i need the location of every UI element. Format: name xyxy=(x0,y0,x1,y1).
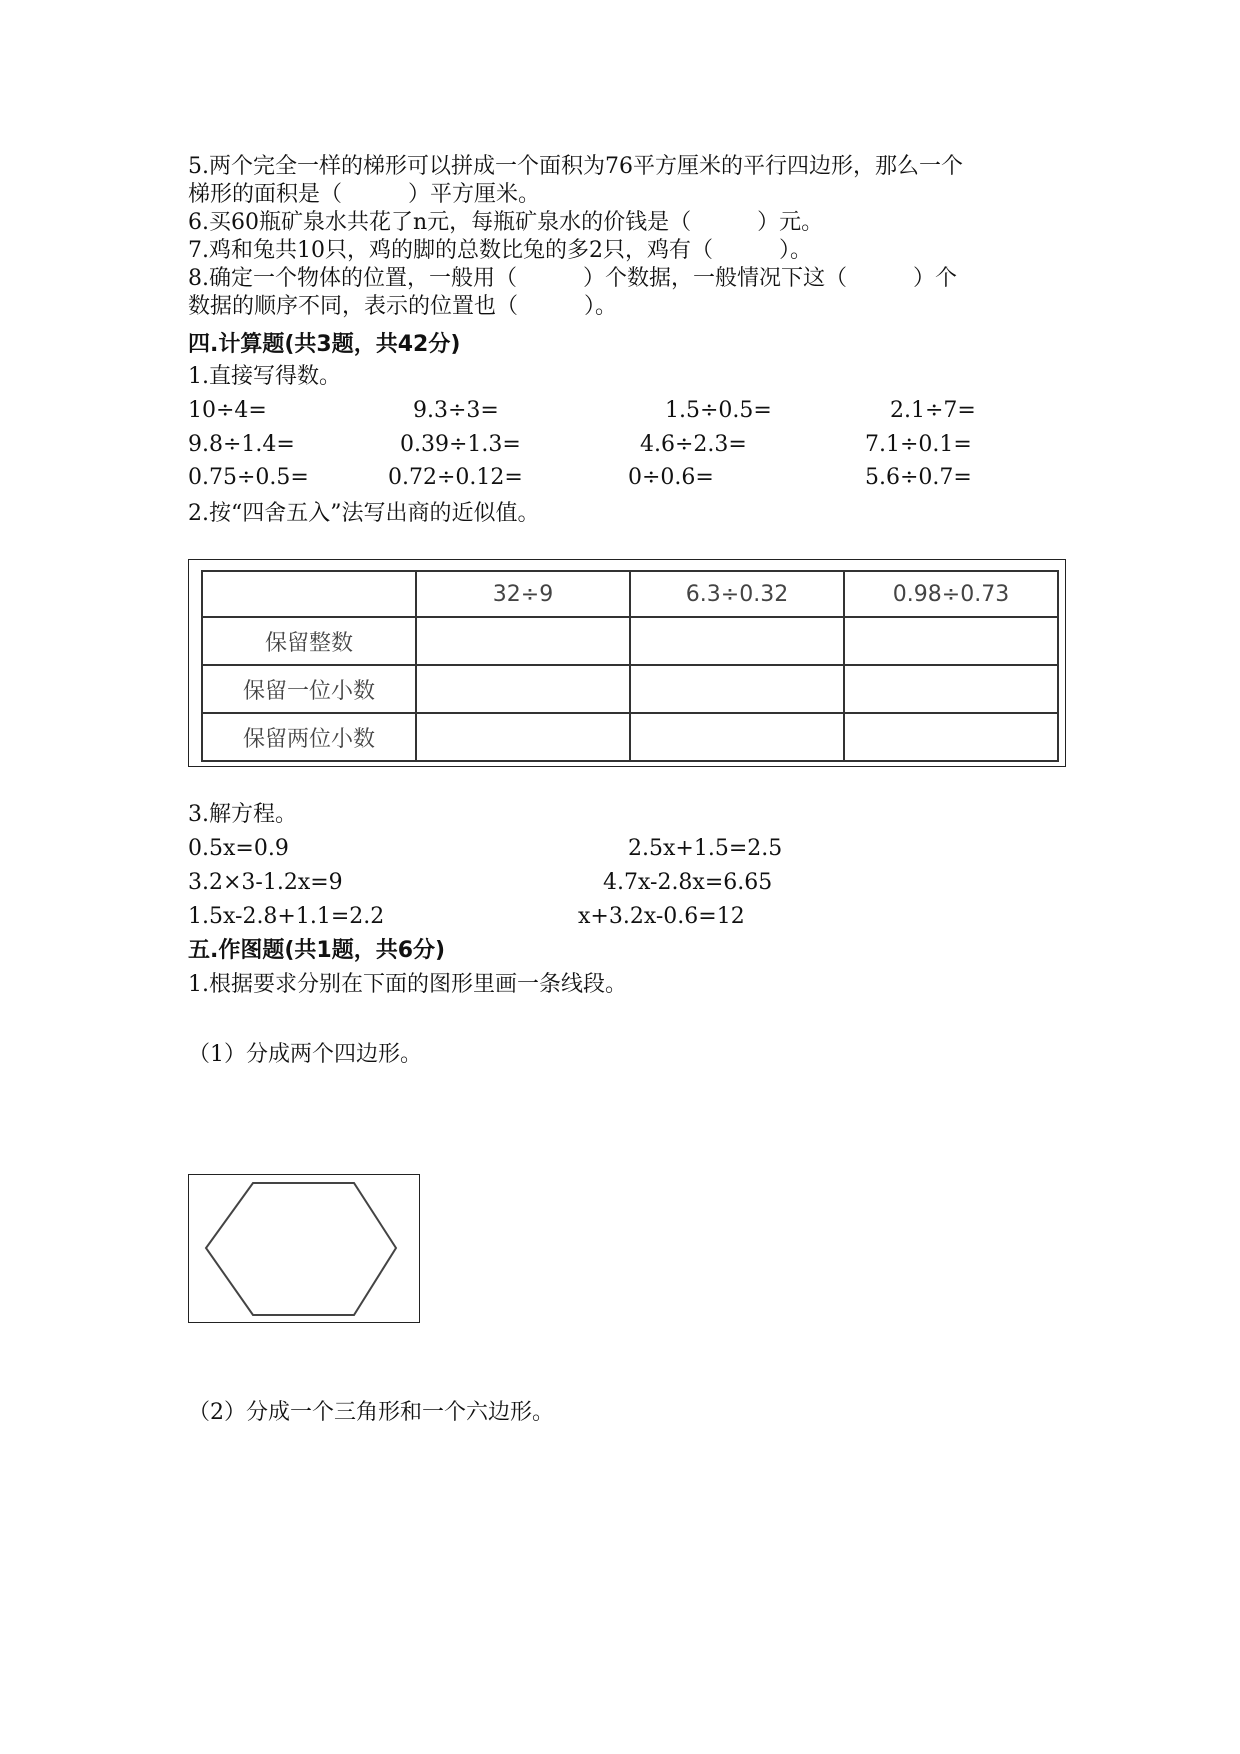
equation: 4.7x-2.8x=6.65 xyxy=(603,870,773,895)
calc-item: 7.1÷0.1= xyxy=(865,432,972,457)
answer-cell[interactable] xyxy=(844,617,1058,665)
calc-item: 2.1÷7= xyxy=(890,398,976,423)
answer-cell[interactable] xyxy=(416,665,630,713)
table-header-cell: 0.98÷0.73 xyxy=(844,571,1058,617)
question-8-line-2: 数据的顺序不同，表示的位置也（ ）。 xyxy=(188,294,618,319)
calc-item: 0.75÷0.5= xyxy=(188,465,309,490)
drawing-part-1: （1）分成两个四边形。 xyxy=(188,1042,422,1067)
answer-cell[interactable] xyxy=(630,617,844,665)
table-row xyxy=(202,665,1058,713)
row-label: 保留一位小数 xyxy=(202,665,416,713)
section-4-heading: 四.计算题(共3题，共42分) xyxy=(188,332,461,357)
answer-cell[interactable] xyxy=(844,713,1058,761)
hexagon-figure-box xyxy=(188,1174,420,1323)
question-8-line-1: 8.确定一个物体的位置，一般用（ ）个数据，一般情况下这（ ）个 xyxy=(188,266,957,291)
drawing-part-2: （2）分成一个三角形和一个六边形。 xyxy=(188,1400,554,1425)
equation: 0.5x=0.9 xyxy=(188,836,289,861)
calc-item: 0.39÷1.3= xyxy=(400,432,521,457)
calc-item: 5.6÷0.7= xyxy=(865,465,972,490)
table-row xyxy=(202,617,1058,665)
row-label: 保留两位小数 xyxy=(202,713,416,761)
calc-item: 9.3÷3= xyxy=(413,398,499,423)
equation: 3.2×3-1.2x=9 xyxy=(188,870,343,895)
calc-q2-title: 2.按“四舍五入”法写出商的近似值。 xyxy=(188,501,540,526)
equation: 2.5x+1.5=2.5 xyxy=(628,836,783,861)
table-header-cell: 6.3÷0.32 xyxy=(630,571,844,617)
question-5-line-2: 梯形的面积是（ ）平方厘米。 xyxy=(188,182,541,207)
section-5-heading: 五.作图题(共1题，共6分) xyxy=(188,938,446,963)
calc-item: 0.72÷0.12= xyxy=(388,465,523,490)
calc-q3-title: 3.解方程。 xyxy=(188,802,297,827)
table-row xyxy=(202,713,1058,761)
answer-cell[interactable] xyxy=(630,665,844,713)
calc-item: 9.8÷1.4= xyxy=(188,432,295,457)
answer-cell[interactable] xyxy=(416,713,630,761)
question-7: 7.鸡和兔共10只，鸡的脚的总数比兔的多2只，鸡有（ ）。 xyxy=(188,238,812,263)
rounding-table xyxy=(201,570,1057,760)
calc-item: 10÷4= xyxy=(188,398,267,423)
table-header-row xyxy=(202,571,1058,617)
question-6: 6.买60瓶矿泉水共花了n元，每瓶矿泉水的价钱是（ ）元。 xyxy=(188,210,824,235)
calc-item: 0÷0.6= xyxy=(628,465,714,490)
row-label: 保留整数 xyxy=(202,617,416,665)
question-5-line-1: 5.两个完全一样的梯形可以拼成一个面积为76平方厘米的平行四边形，那么一个 xyxy=(188,154,963,179)
calc-item: 1.5÷0.5= xyxy=(665,398,772,423)
calc-q1-title: 1.直接写得数。 xyxy=(188,364,341,389)
answer-cell[interactable] xyxy=(844,665,1058,713)
calc-item: 4.6÷2.3= xyxy=(640,432,747,457)
table-header-cell xyxy=(202,571,416,617)
equation: x+3.2x-0.6=12 xyxy=(578,904,745,929)
answer-cell[interactable] xyxy=(416,617,630,665)
hexagon-shape[interactable] xyxy=(189,1175,419,1322)
table-header-cell: 32÷9 xyxy=(416,571,630,617)
equation: 1.5x-2.8+1.1=2.2 xyxy=(188,904,385,929)
answer-cell[interactable] xyxy=(630,713,844,761)
drawing-q1-title: 1.根据要求分别在下面的图形里画一条线段。 xyxy=(188,972,627,997)
